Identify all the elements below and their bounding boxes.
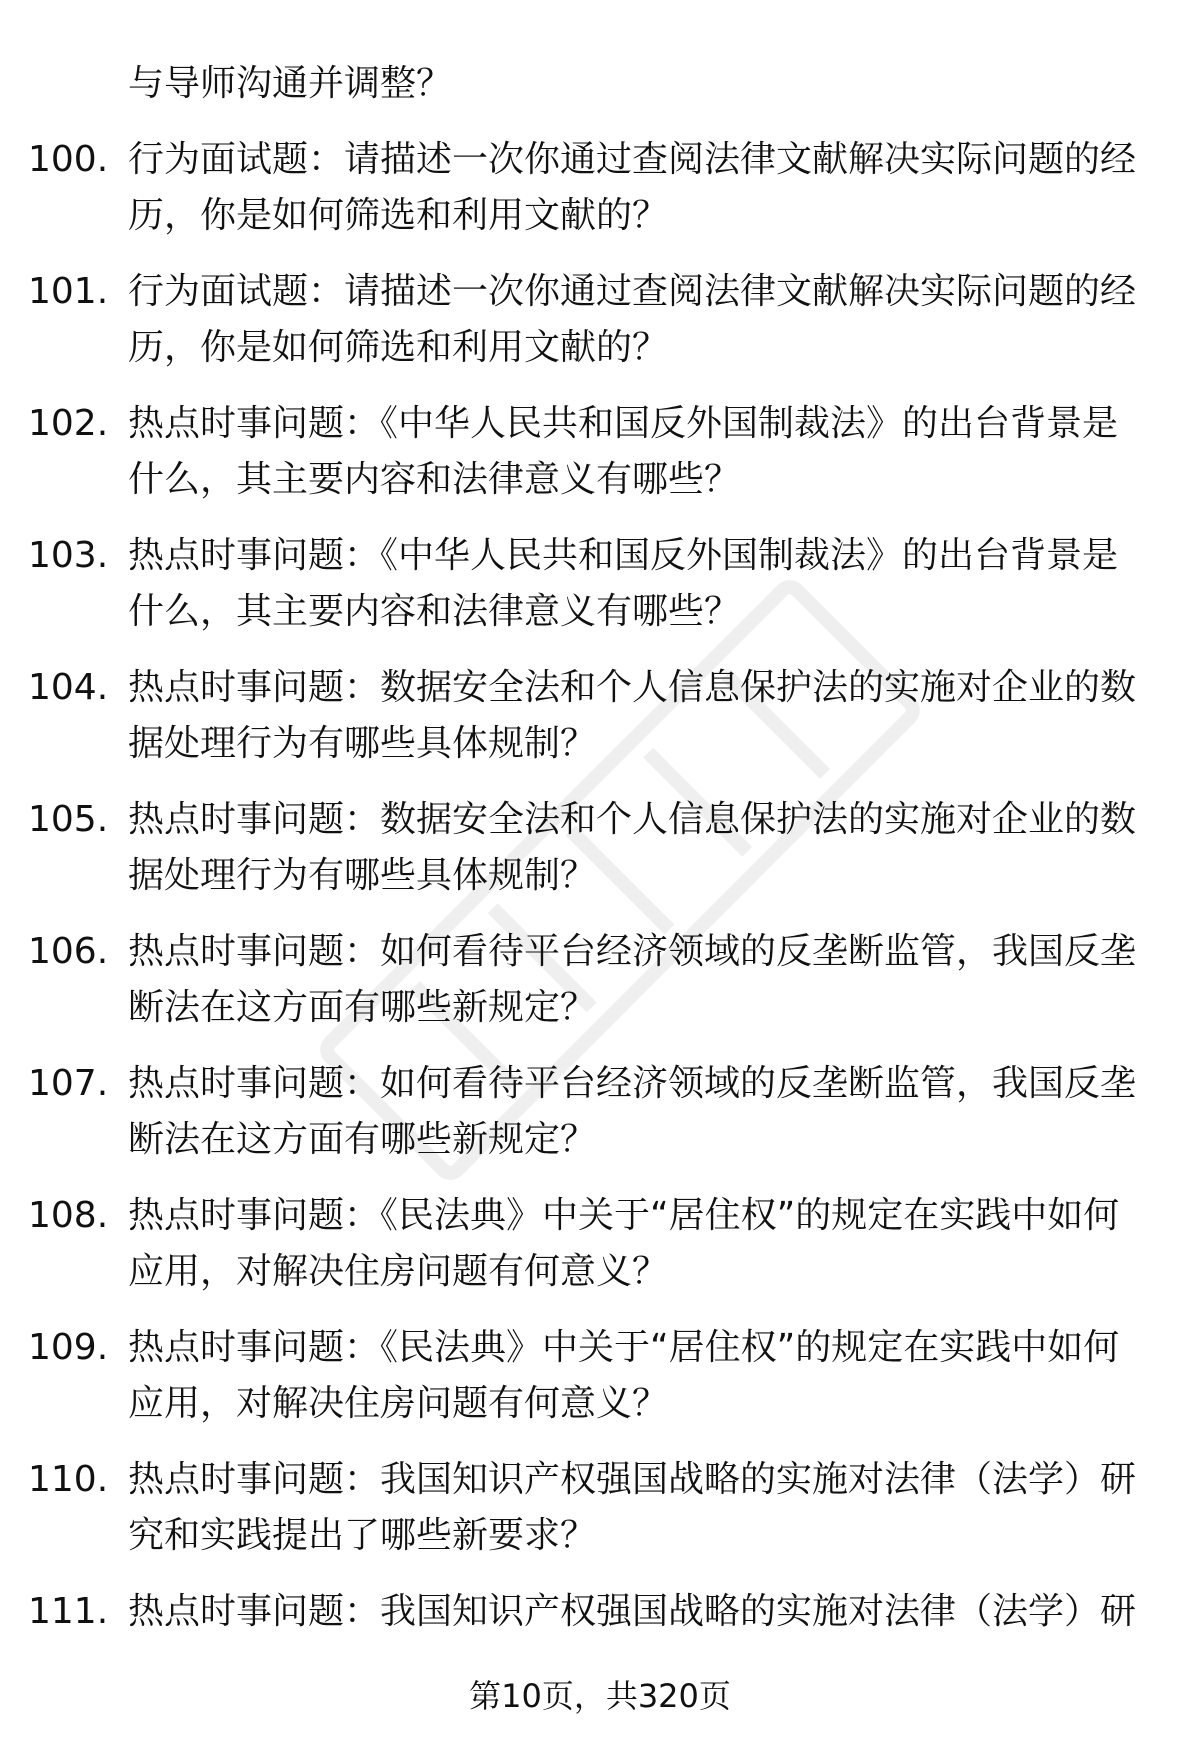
list-item bbox=[28, 528, 1168, 660]
question-text: 热点时事问题：《民法典》中关于“居住权”的规定在实践中如何应用，对解决住房问题有何意义？ bbox=[128, 1327, 1120, 1424]
list-item bbox=[28, 132, 1168, 264]
question-text: 行为面试题：请描述一次你通过查阅法律文献解决实际问题的经历，你是如何筛选和利用文献的？ bbox=[128, 271, 1137, 368]
question-text: 热点时事问题：如何看待平台经济领域的反垄断监管，我国反垄断法在这方面有哪些新规定？ bbox=[128, 931, 1137, 1028]
question-number: 102. bbox=[28, 403, 109, 444]
question-text: 热点时事问题：《中华人民共和国反外国制裁法》的出台背景是什么，其主要内容和法律意义有哪些？ bbox=[128, 535, 1119, 632]
question-number: 106. bbox=[28, 931, 109, 972]
question-text: 行为面试题：请描述一次你通过查阅法律文献解决实际问题的经历，你是如何筛选和利用文献的？ bbox=[128, 139, 1137, 236]
list-item bbox=[28, 1188, 1168, 1320]
question-number: 101. bbox=[28, 271, 109, 312]
question-number: 100. bbox=[28, 139, 109, 180]
list-item bbox=[28, 1320, 1168, 1452]
list-item bbox=[28, 924, 1168, 1056]
question-number: 103. bbox=[28, 535, 109, 576]
question-number: 104. bbox=[28, 667, 109, 708]
question-list bbox=[28, 132, 1168, 1716]
question-text: 热点时事问题：《中华人民共和国反外国制裁法》的出台背景是什么，其主要内容和法律意义有哪些？ bbox=[128, 403, 1119, 500]
list-item bbox=[28, 660, 1168, 792]
question-number: 107. bbox=[28, 1063, 109, 1104]
list-item bbox=[28, 396, 1168, 528]
question-number: 105. bbox=[28, 799, 109, 840]
list-item bbox=[28, 792, 1168, 924]
question-text: 热点时事问题：数据安全法和个人信息保护法的实施对企业的数据处理行为有哪些具体规制？ bbox=[128, 667, 1137, 764]
question-text: 热点时事问题：数据安全法和个人信息保护法的实施对企业的数据处理行为有哪些具体规制？ bbox=[128, 799, 1137, 896]
list-item bbox=[28, 264, 1168, 396]
question-text: 热点时事问题：我国知识产权强国战略的实施对法律（法学）研 bbox=[128, 1591, 1137, 1632]
question-number: 111. bbox=[28, 1591, 109, 1632]
page-footer: 第10页，共320页 bbox=[469, 1677, 731, 1715]
continued-question-text: 与导师沟通并调整？ bbox=[128, 63, 453, 104]
question-number: 108. bbox=[28, 1195, 109, 1236]
question-text: 热点时事问题：如何看待平台经济领域的反垄断监管，我国反垄断法在这方面有哪些新规定？ bbox=[128, 1063, 1137, 1160]
list-item bbox=[28, 1452, 1168, 1584]
question-number: 109. bbox=[28, 1327, 109, 1368]
list-item bbox=[28, 1056, 1168, 1188]
question-number: 110. bbox=[28, 1459, 109, 1500]
question-text: 热点时事问题：《民法典》中关于“居住权”的规定在实践中如何应用，对解决住房问题有何意义？ bbox=[128, 1195, 1120, 1292]
question-text: 热点时事问题：我国知识产权强国战略的实施对法律（法学）研究和实践提出了哪些新要求？ bbox=[128, 1459, 1137, 1556]
